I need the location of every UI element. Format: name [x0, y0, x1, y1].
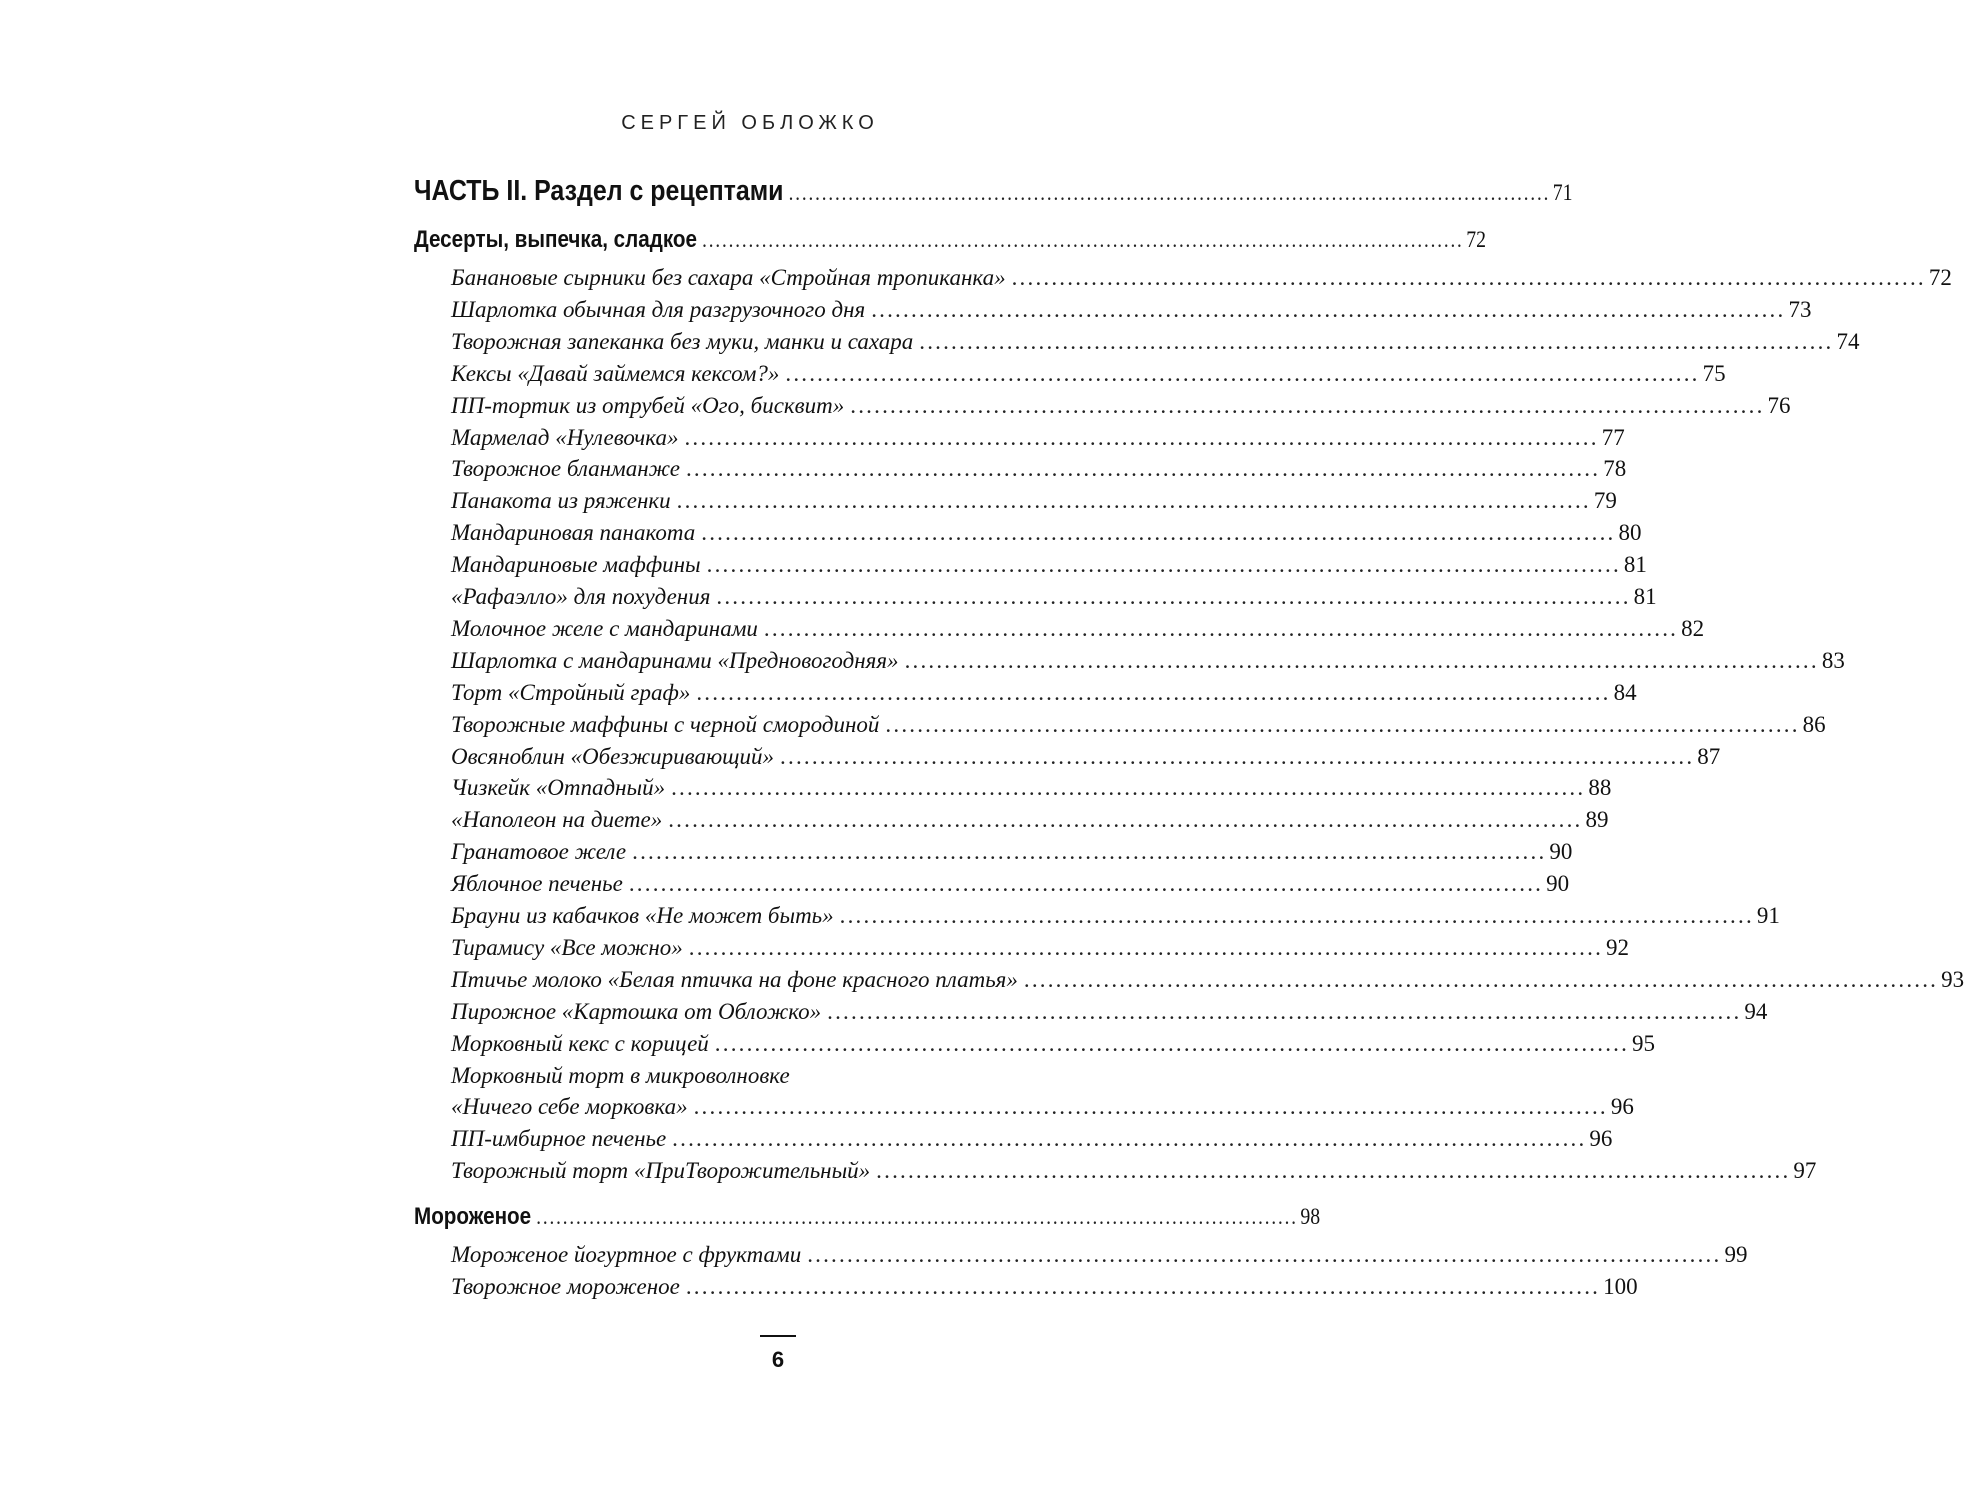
toc-item-title: Шарлотка обычная для разгрузочного дня [451, 296, 866, 322]
dot-leader: ................................................................................................................... [628, 871, 1544, 897]
dot-leader: ................................................................................................................... [688, 934, 1604, 960]
toc-section-page: 72 [1466, 227, 1487, 252]
toc-item [451, 775, 1612, 801]
toc-item-page: 89 [1585, 807, 1609, 833]
toc-item-title: Птичье молоко «Белая птичка на фоне красного платья» [451, 966, 1018, 992]
toc-item-title: Панакота из ряженки [451, 488, 671, 514]
toc-item [451, 392, 1791, 419]
dot-leader: ................................................................................................................... [1011, 265, 1926, 290]
toc-item [451, 1158, 1817, 1184]
dot-leader: ................................................................................................................... [785, 360, 1700, 386]
toc-item [451, 839, 1573, 865]
toc-item-page: 77 [1601, 424, 1625, 450]
dot-leader: ................................................................................................................... [850, 392, 1765, 418]
toc-item-page: 96 [1610, 1094, 1634, 1120]
dot-leader: ................................................................................................................... [676, 488, 1591, 514]
toc-item-title: Тирамису «Все можно» [451, 934, 683, 960]
toc-item-page: 81 [1633, 584, 1657, 609]
toc-item-page: 95 [1632, 1030, 1656, 1056]
dot-leader: ................................................................................................................... [684, 424, 1599, 450]
toc-item-page: 72 [1928, 265, 1952, 290]
toc-section-title: Десерты, выпечка, сладкое [414, 226, 697, 253]
toc-item-title: Торт «Стройный граф» [451, 679, 691, 705]
toc-item [451, 520, 1642, 546]
toc-item-page: 90 [1549, 839, 1573, 865]
dot-leader: ................................................................................................................... [714, 1030, 1630, 1056]
toc-item [451, 615, 1705, 642]
page-number: 6 [771, 1347, 785, 1372]
toc-item [451, 903, 1780, 929]
dot-leader: ................................................................................................................... [702, 227, 1464, 252]
dot-leader: ................................................................................................................... [871, 296, 1786, 322]
toc-item-page: 74 [1836, 328, 1860, 354]
dot-leader: ................................................................................................................... [685, 1273, 1601, 1299]
toc-item-page: 91 [1756, 903, 1780, 928]
dot-leader: ................................................................................................................... [706, 552, 1621, 578]
dot-leader: ................................................................................................................... [919, 328, 1834, 354]
toc-item-title: Кексы «Давай займемся кексом?» [451, 360, 780, 386]
dot-leader: ................................................................................................................... [696, 679, 1611, 705]
toc-item-page: 83 [1821, 647, 1845, 673]
toc-item [451, 1242, 1748, 1268]
toc-item [451, 743, 1721, 770]
toc-item-page: 94 [1744, 998, 1768, 1024]
toc-item-page: 73 [1788, 296, 1812, 322]
toc-item-page: 97 [1793, 1158, 1817, 1184]
toc-item [451, 265, 1952, 291]
toc-item-page: 96 [1589, 1126, 1613, 1152]
toc-item-page: 84 [1613, 679, 1637, 705]
toc-item [451, 1030, 1656, 1057]
toc-item-title: Яблочное печенье [451, 871, 623, 897]
toc-item-title: Морковный кекс с корицей [451, 1030, 709, 1056]
toc-item-title: Мандариновые маффины [451, 552, 701, 578]
toc-item-page: 93 [1941, 966, 1964, 992]
dot-leader: ................................................................................................................... [716, 584, 1631, 609]
dot-leader: ................................................................................................................... [763, 615, 1679, 641]
toc-item [451, 360, 1726, 387]
toc-item [451, 679, 1637, 706]
toc-item-title: Банановые сырники без сахара «Стройная тропиканка» [451, 265, 1006, 290]
toc-item-page: 92 [1606, 934, 1630, 960]
toc-item-title: Творожные маффины с черной смородиной [451, 711, 880, 737]
toc-item [451, 328, 1860, 355]
toc-item-title: Творожное мороженое [451, 1273, 680, 1299]
toc-item-title: Чизкейк «Отпадный» [451, 775, 666, 801]
toc-item [451, 871, 1570, 897]
toc-item [451, 647, 1845, 674]
running-header-author: СЕРГЕЙ ОБЛОЖКО [621, 112, 879, 134]
dot-leader: ................................................................................................................... [788, 180, 1551, 205]
toc-item-title: Овсяноблин «Обезжиривающий» [451, 743, 775, 769]
dot-leader: ................................................................................................................... [536, 1204, 1298, 1229]
toc-item-page: 88 [1588, 775, 1612, 801]
toc-item [451, 711, 1826, 738]
dot-leader: ................................................................................................................... [904, 647, 1819, 673]
toc-section-entry [414, 1203, 1321, 1231]
toc-item-title: ПП-имбирное печенье [451, 1126, 667, 1152]
toc-part-title: ЧАСТЬ II. Раздел с рецептами [414, 175, 784, 207]
toc-section-title: Мороженое [414, 1203, 532, 1230]
toc-item-title: «Наполеон на диете» [451, 807, 663, 833]
toc-item [451, 998, 1768, 1025]
toc-item-title: Мармелад «Нулевочка» [451, 424, 679, 450]
toc-item-page: 79 [1593, 488, 1617, 514]
toc-item-page: 87 [1697, 743, 1721, 769]
toc-item [451, 296, 1812, 323]
toc-item-page: 82 [1681, 615, 1705, 641]
toc-item [451, 424, 1625, 451]
dot-leader: ................................................................................................................... [668, 807, 1583, 833]
dot-leader: ................................................................................................................... [885, 711, 1800, 737]
toc-item-title: Мороженое йогуртное с фруктами [451, 1242, 802, 1267]
toc-section-page: 98 [1300, 1204, 1321, 1229]
toc-item-page: 90 [1546, 871, 1570, 897]
dot-leader: ................................................................................................................... [839, 903, 1754, 928]
toc-item-page: 75 [1702, 360, 1726, 386]
toc-item-title: Творожное бланманже [451, 456, 680, 482]
toc-item-page: 80 [1618, 520, 1642, 546]
dot-leader: ................................................................................................................... [685, 456, 1601, 482]
toc-part-page: 71 [1552, 180, 1573, 205]
toc-item-page: 78 [1603, 456, 1627, 482]
toc-item-page: 86 [1802, 711, 1826, 737]
toc-item-title: «Рафаэлло» для похудения [451, 584, 711, 609]
toc-item-title: Брауни из кабачков «Не может быть» [451, 903, 834, 928]
toc-item-page: 99 [1724, 1242, 1748, 1267]
toc-item-title: «Ничего себе морковка» [451, 1094, 688, 1120]
toc-item-title: Гранатовое желе [451, 839, 627, 865]
toc-item-page: 81 [1623, 552, 1647, 578]
toc-item-title: Морковный торт в микроволновке [451, 1062, 790, 1088]
toc-item [451, 1273, 1638, 1300]
toc-item [451, 807, 1609, 833]
toc-item-page: 76 [1767, 392, 1791, 418]
dot-leader: ................................................................................................................... [780, 743, 1695, 769]
toc-item-title: Шарлотка с мандаринами «Предновогодняя» [451, 647, 899, 673]
toc-item [451, 1126, 1613, 1152]
page-number-rule [760, 1335, 796, 1337]
dot-leader: ................................................................................................................... [693, 1094, 1608, 1120]
toc-item [451, 488, 1617, 514]
toc-item [451, 1094, 1634, 1120]
toc-item [451, 456, 1627, 482]
dot-leader: ................................................................................................................... [701, 520, 1616, 546]
toc-item [451, 966, 1964, 993]
toc-item [451, 584, 1657, 610]
dot-leader: ................................................................................................................... [1023, 966, 1939, 992]
toc-item-page: 100 [1603, 1273, 1638, 1299]
dot-leader: ................................................................................................................... [827, 998, 1742, 1024]
toc-item [451, 1063, 1132, 1089]
toc-item-title: Творожный торт «ПриТворожительный» [451, 1158, 871, 1184]
toc-item [451, 552, 1647, 578]
dot-leader: ................................................................................................................... [672, 1126, 1587, 1152]
toc-item-title: Пирожное «Картошка от Обложко» [451, 998, 822, 1024]
toc-item-title: Творожная запеканка без муки, манки и сахара [451, 328, 914, 354]
toc-section-entry [414, 226, 1487, 254]
dot-leader: ................................................................................................................... [632, 839, 1547, 865]
toc-item [451, 934, 1630, 961]
dot-leader: ................................................................................................................... [671, 775, 1586, 801]
toc-part-entry [414, 175, 1573, 208]
dot-leader: ................................................................................................................... [876, 1158, 1791, 1184]
dot-leader: ................................................................................................................... [807, 1242, 1722, 1267]
toc-item-title: Молочное желе с мандаринами [451, 615, 758, 641]
toc-item-title: ПП-тортик из отрубей «Ого, бисквит» [451, 392, 845, 418]
toc-item-title: Мандариновая панакота [451, 520, 696, 546]
